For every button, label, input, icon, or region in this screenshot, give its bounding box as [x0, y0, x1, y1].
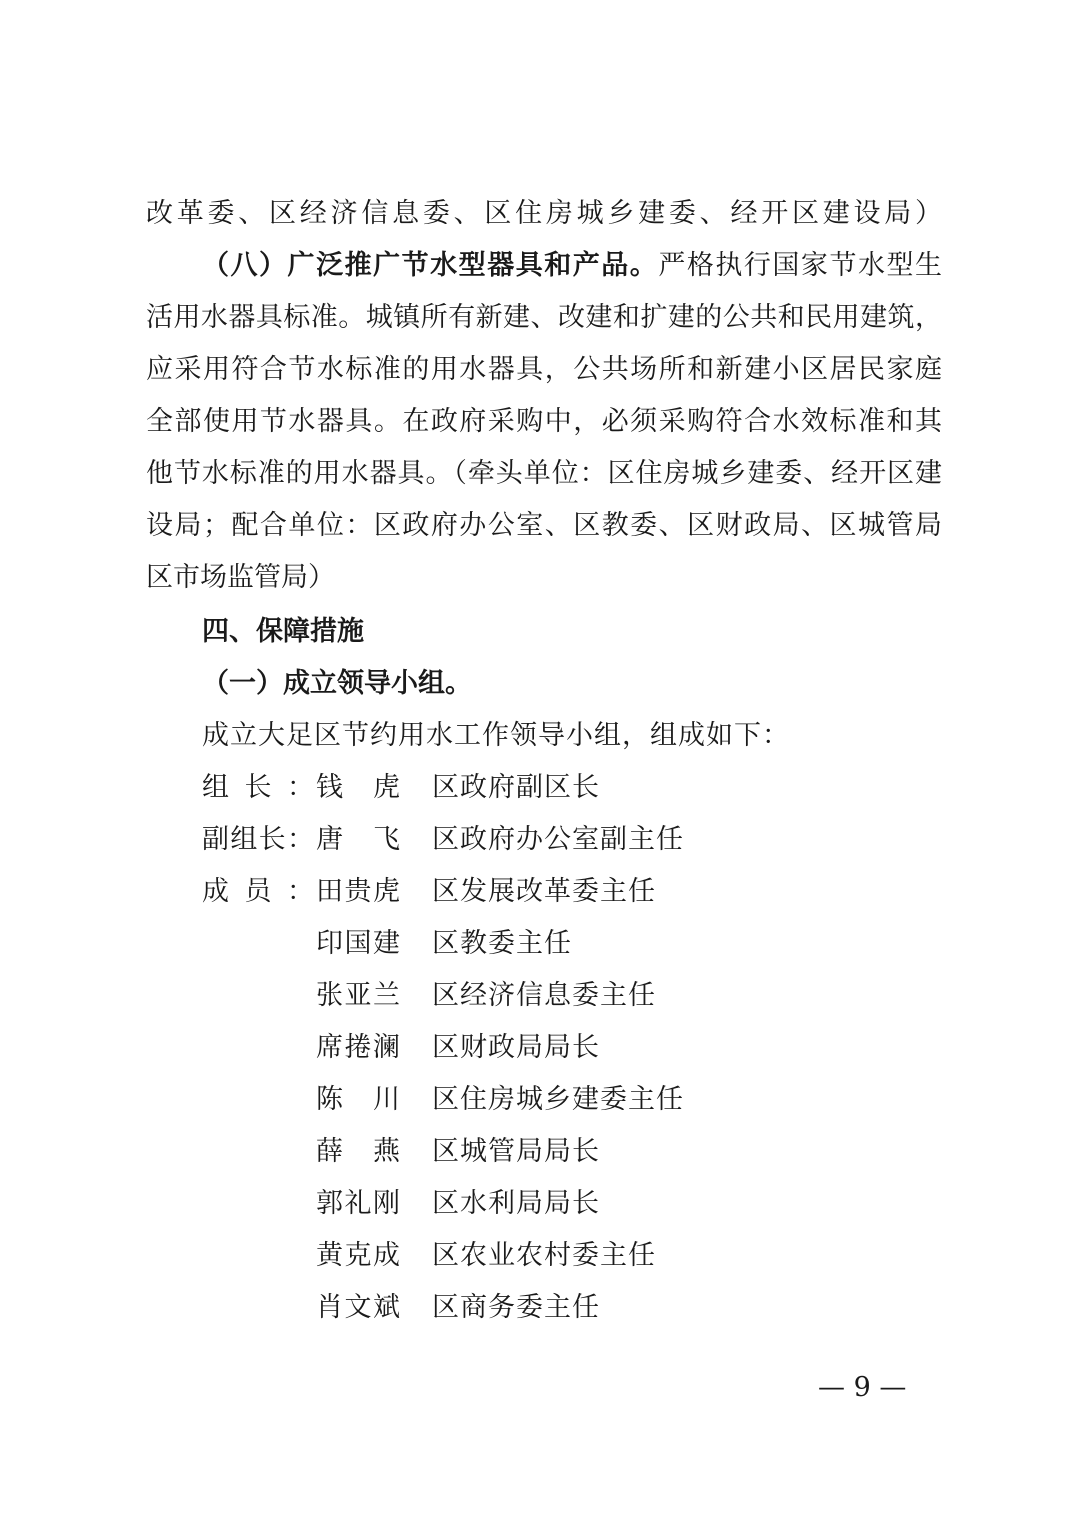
member-name: 黄克成 — [316, 1240, 400, 1271]
member-name: 陈川 — [316, 1084, 400, 1115]
member-role: 组长： — [202, 772, 314, 803]
member-title: 区城管局局长 — [432, 1136, 600, 1167]
body-line-1: 改革委、区经济信息委、区住房城乡建委、经开区建设局） — [146, 198, 942, 229]
member-name: 肖文斌 — [316, 1292, 400, 1323]
member-title: 区财政局局长 — [432, 1032, 600, 1063]
member-name: 印国建 — [316, 928, 400, 959]
page-number: — 9 — — [818, 1372, 907, 1403]
member-title: 区教委主任 — [432, 928, 572, 959]
body-line-5: 全部使用节水器具。在政府采购中，必须采购符合水效标准和其 — [146, 406, 942, 437]
member-name: 郭礼刚 — [316, 1188, 400, 1219]
section-4-heading: 四、保障措施 — [202, 616, 364, 647]
member-title: 区发展改革委主任 — [432, 876, 656, 907]
member-title: 区住房城乡建委主任 — [432, 1084, 684, 1115]
member-name: 唐飞 — [316, 824, 400, 855]
member-name: 张亚兰 — [316, 980, 400, 1011]
body-line-6: 他节水标准的用水器具。（牵头单位：区住房城乡建委、经开区建 — [146, 458, 942, 489]
body-line-8: 区市场监管局） — [146, 562, 335, 593]
section-8-text-end: 生 — [915, 250, 943, 281]
member-title: 区农业农村委主任 — [432, 1240, 656, 1271]
section-8-heading: （八）广泛推广节水型器具和产品。 — [202, 250, 659, 281]
member-title: 区经济信息委主任 — [432, 980, 656, 1011]
member-name: 钱虎 — [316, 772, 400, 803]
member-title: 区水利局局长 — [432, 1188, 600, 1219]
section-4-intro: 成立大足区节约用水工作领导小组，组成如下： — [202, 720, 790, 751]
member-title: 区政府办公室副主任 — [432, 824, 684, 855]
section-4-sub-1: （一）成立领导小组。 — [202, 668, 472, 699]
section-8-text: 严格执行国家节水型 — [658, 250, 916, 281]
body-line-7: 设局；配合单位：区政府办公室、区教委、区财政局、区城管局 — [146, 510, 942, 541]
member-name: 席捲澜 — [316, 1032, 400, 1063]
member-role: 成员： — [202, 876, 314, 907]
member-title: 区政府副区长 — [432, 772, 600, 803]
member-title: 区商务委主任 — [432, 1292, 600, 1323]
member-name: 田贵虎 — [316, 876, 400, 907]
body-line-4: 应采用符合节水标准的用水器具，公共场所和新建小区居民家庭 — [146, 354, 942, 385]
member-role: 副组长： — [202, 824, 314, 855]
member-name: 薛燕 — [316, 1136, 400, 1167]
section-8-line — [146, 248, 942, 284]
body-line-3: 活用水器具标准。城镇所有新建、改建和扩建的公共和民用建筑， — [146, 302, 942, 333]
